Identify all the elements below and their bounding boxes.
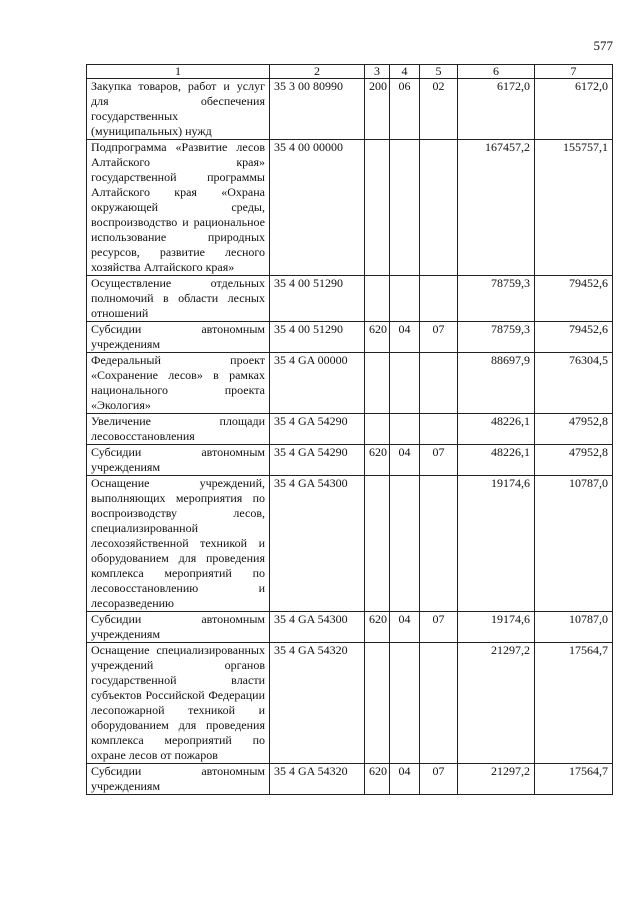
row-rz xyxy=(390,140,420,276)
row-code: 35 4 00 00000 xyxy=(270,140,365,276)
row-rz: 06 xyxy=(390,79,420,140)
row-sum-1: 78759,3 xyxy=(458,322,535,353)
row-rz: 04 xyxy=(390,764,420,795)
table-row xyxy=(87,476,613,612)
row-pr xyxy=(420,276,458,322)
header-col-3: 3 xyxy=(365,65,390,79)
table-row xyxy=(87,322,613,353)
row-code: 35 4 00 51290 xyxy=(270,276,365,322)
header-col-1: 1 xyxy=(87,65,270,79)
row-sum-1: 88697,9 xyxy=(458,353,535,414)
row-sum-2: 155757,1 xyxy=(535,140,613,276)
row-code: 35 4 GA 54300 xyxy=(270,476,365,612)
table-row xyxy=(87,764,613,795)
row-name: Субсидии автономным учреждениям xyxy=(87,322,270,353)
row-pr xyxy=(420,643,458,764)
row-vr xyxy=(365,140,390,276)
row-sum-1: 48226,1 xyxy=(458,445,535,476)
row-vr xyxy=(365,276,390,322)
table-row xyxy=(87,276,613,322)
header-col-6: 6 xyxy=(458,65,535,79)
header-col-4: 4 xyxy=(390,65,420,79)
row-code: 35 4 GA 54300 xyxy=(270,612,365,643)
row-code: 35 4 GA 00000 xyxy=(270,353,365,414)
row-sum-2: 76304,5 xyxy=(535,353,613,414)
row-vr xyxy=(365,476,390,612)
row-pr: 07 xyxy=(420,764,458,795)
row-vr xyxy=(365,353,390,414)
row-rz xyxy=(390,353,420,414)
row-vr: 620 xyxy=(365,322,390,353)
row-vr: 620 xyxy=(365,445,390,476)
table-row xyxy=(87,612,613,643)
header-row xyxy=(87,65,613,79)
row-code: 35 4 GA 54290 xyxy=(270,414,365,445)
row-rz xyxy=(390,414,420,445)
row-sum-1: 21297,2 xyxy=(458,643,535,764)
row-sum-2: 79452,6 xyxy=(535,276,613,322)
table-row xyxy=(87,140,613,276)
row-sum-2: 6172,0 xyxy=(535,79,613,140)
row-name: Оснащение учреждений, выполняющих мероприятия по воспроизводству лесов, специализированной лесохозяйственной техникой и оборудованием для проведения комплекса мероприятий по лесовосстановлению и лесоразведению xyxy=(87,476,270,612)
row-rz xyxy=(390,643,420,764)
row-sum-2: 17564,7 xyxy=(535,643,613,764)
row-name: Субсидии автономным учреждениям xyxy=(87,612,270,643)
row-rz xyxy=(390,276,420,322)
table-row xyxy=(87,445,613,476)
row-pr: 07 xyxy=(420,322,458,353)
page-number: 577 xyxy=(593,38,613,53)
table-row xyxy=(87,353,613,414)
row-name: Субсидии автономным учреждениям xyxy=(87,445,270,476)
row-pr: 07 xyxy=(420,612,458,643)
row-vr xyxy=(365,414,390,445)
row-name: Оснащение специализированных учреждений органов государственной власти субъектов Российской Федерации лесопожарной техникой и оборудованием для проведения комплекса мероприятий по охране лесов от пожаров xyxy=(87,643,270,764)
row-sum-2: 10787,0 xyxy=(535,476,613,612)
row-vr: 200 xyxy=(365,79,390,140)
row-vr xyxy=(365,643,390,764)
row-code: 35 4 GA 54290 xyxy=(270,445,365,476)
row-pr xyxy=(420,476,458,612)
row-name: Осуществление отдельных полномочий в области лесных отношений xyxy=(87,276,270,322)
row-code: 35 4 GA 54320 xyxy=(270,643,365,764)
row-pr: 02 xyxy=(420,79,458,140)
row-rz: 04 xyxy=(390,322,420,353)
row-sum-1: 21297,2 xyxy=(458,764,535,795)
row-rz: 04 xyxy=(390,612,420,643)
row-pr xyxy=(420,414,458,445)
header-col-7: 7 xyxy=(535,65,613,79)
row-sum-1: 78759,3 xyxy=(458,276,535,322)
row-name: Закупка товаров, работ и услуг для обеспечения государственных (муниципальных) нужд xyxy=(87,79,270,140)
row-sum-2: 47952,8 xyxy=(535,445,613,476)
table-body xyxy=(87,79,613,795)
row-code: 35 4 GA 54320 xyxy=(270,764,365,795)
row-pr: 07 xyxy=(420,445,458,476)
row-sum-2: 17564,7 xyxy=(535,764,613,795)
row-code: 35 3 00 80990 xyxy=(270,79,365,140)
row-rz: 04 xyxy=(390,445,420,476)
row-name: Подпрограмма «Развитие лесов Алтайского края» государственной программы Алтайского края «Охрана окружающей среды, воспроизводство и рациональное использование природных ресурсов, развитие лесного хозяйства Алтайского края» xyxy=(87,140,270,276)
row-name: Субсидии автономным учреждениям xyxy=(87,764,270,795)
row-name: Федеральный проект «Сохранение лесов» в рамках национального проекта «Экология» xyxy=(87,353,270,414)
row-sum-1: 48226,1 xyxy=(458,414,535,445)
row-sum-2: 47952,8 xyxy=(535,414,613,445)
row-sum-2: 10787,0 xyxy=(535,612,613,643)
row-code: 35 4 00 51290 xyxy=(270,322,365,353)
row-vr: 620 xyxy=(365,612,390,643)
row-pr xyxy=(420,353,458,414)
row-rz xyxy=(390,476,420,612)
table-row xyxy=(87,79,613,140)
row-sum-1: 19174,6 xyxy=(458,612,535,643)
row-vr: 620 xyxy=(365,764,390,795)
table-header xyxy=(87,65,613,79)
row-name: Увеличение площади лесовосстановления xyxy=(87,414,270,445)
table-row xyxy=(87,414,613,445)
row-sum-1: 19174,6 xyxy=(458,476,535,612)
header-col-2: 2 xyxy=(270,65,365,79)
row-sum-1: 167457,2 xyxy=(458,140,535,276)
row-sum-2: 79452,6 xyxy=(535,322,613,353)
budget-table xyxy=(86,64,613,795)
row-pr xyxy=(420,140,458,276)
table-row xyxy=(87,643,613,764)
row-sum-1: 6172,0 xyxy=(458,79,535,140)
header-col-5: 5 xyxy=(420,65,458,79)
